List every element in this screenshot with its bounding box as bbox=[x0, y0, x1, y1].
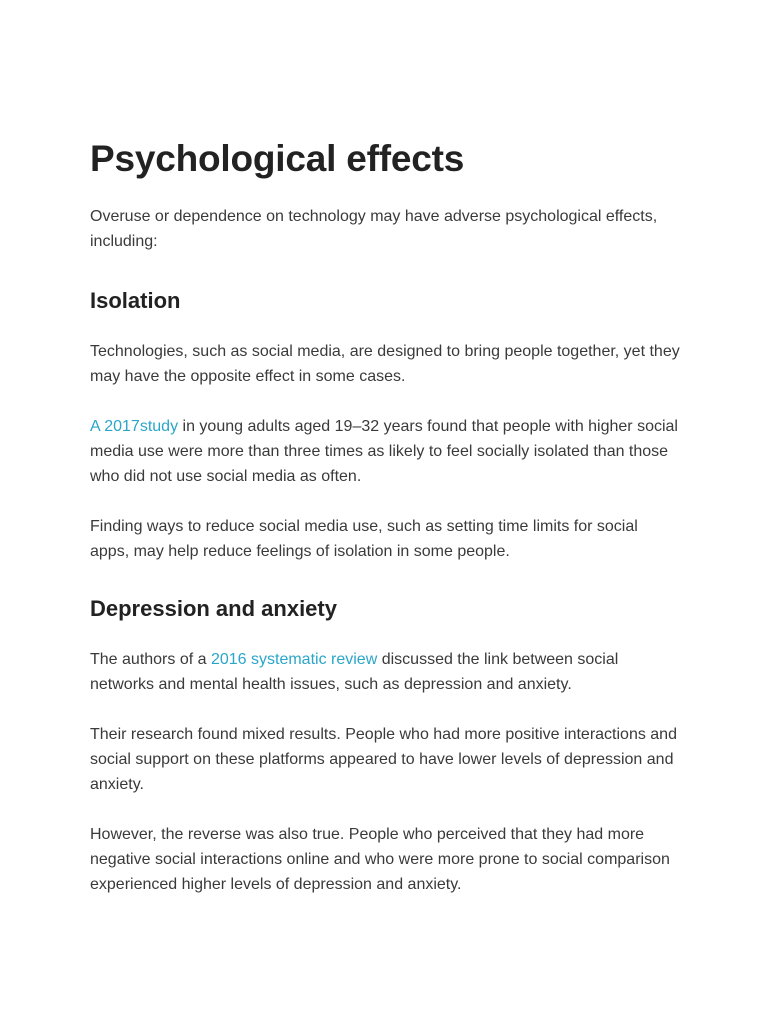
section-heading-depression-anxiety: Depression and anxiety bbox=[90, 596, 337, 621]
depression-paragraph-2: Their research found mixed results. People who had more positive interactions and social support on these platforms appeared to have lower levels of depression and anxiety. bbox=[90, 726, 677, 793]
depression-paragraph-3: However, the reverse was also true. People who perceived that they had more negative social interactions online and who were more prone to social comparison experienced higher levels of depression and anxiety. bbox=[90, 826, 670, 893]
section-heading-isolation: Isolation bbox=[90, 288, 181, 313]
isolation-paragraph-2 bbox=[90, 414, 680, 489]
intro-paragraph: Overuse or dependence on technology may have adverse psychological effects, including: bbox=[90, 208, 658, 250]
depression-paragraph-1-text: discussed the link between social networks and mental health issues, such as depression and anxiety. bbox=[90, 651, 619, 693]
isolation-paragraph-3: Finding ways to reduce social media use, such as setting time limits for social apps, may help reduce feelings of isolation in some people. bbox=[90, 518, 638, 560]
isolation-paragraph-2-text: in young adults aged 19–32 years found that people with higher social media use were more than three times as likely to feel socially isolated than those who did not use social media as often. bbox=[90, 418, 678, 485]
depression-paragraph-1 bbox=[90, 647, 680, 697]
isolation-paragraph-1: Technologies, such as social media, are designed to bring people together, yet they may have the opposite effect in some cases. bbox=[90, 343, 680, 385]
systematic-review-2016-link[interactable]: 2016 systematic review bbox=[210, 651, 378, 668]
page-title: Psychological effects bbox=[90, 138, 465, 179]
study-2017-link[interactable]: A 2017study bbox=[90, 418, 179, 435]
article bbox=[90, 138, 680, 922]
depression-paragraph-1-lead: The authors of a bbox=[90, 651, 211, 668]
